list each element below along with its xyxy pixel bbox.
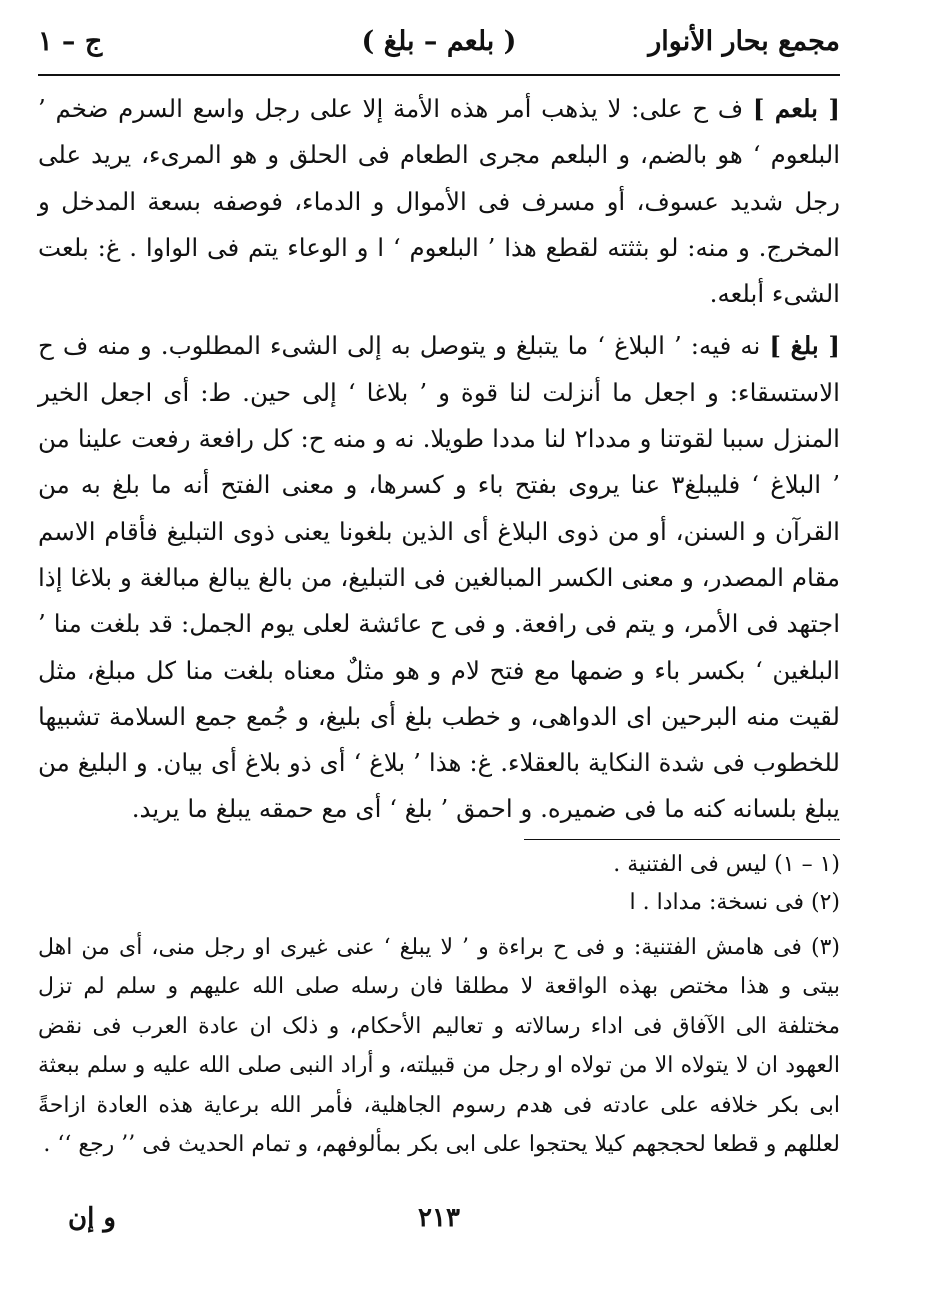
footnote-3: (٣) فی هامش الفتنیة: و فی ح براءة و ’ لا یبلغ ‘ عنی غیری او رجل منی، أی من اهل بیتی و هذا مختص بهذه الواقعة لا مطلقا فان رسله صلی الله علیهم و سلم لم تزل مختلفة الی الآفاق فی اداء رسالاته و تعالیم الأحکام، و ذلک ان عادة العرب فی نقض العهود ان لا یتولاه الا من تولاه او رجل من قبیلته، و أراد النبی صلی الله علیه و سلم ببعثة ابی بکر خلافه علی عادته فی هدم رسوم الجاهلیة، فأمر الله برعایة هذه العادة ازاحةً لعللهم و قطعا لحججهم کیلا یحتجوا علی ابی بکر بمألوفهم، و تمام الحدیث فی ’’ رجع ‘‘ . [38, 934, 840, 1158]
footnotes [38, 846, 840, 1165]
section-range: ( بلعم – بلغ ) [361, 26, 517, 57]
entry-balam [38, 86, 840, 317]
main-text [38, 86, 840, 833]
header-rule [38, 74, 840, 76]
footnote-2: (٢) فی نسخة: مدادا . ا [629, 889, 840, 915]
volume-label: ج – ١ [38, 26, 103, 57]
entry-text: ف ح علی: لا یذهب أمر هذه الأمة إلا علی رجل واسع السرم ضخم ’ البلعوم ‘ هو بالضم، و البلعم مجری الطعام فی الحلق و هو المریء، یرید علی رجل شدید عسوف، أو مسرف فی الأموال و الدماء، فوصفه بسعة المدخل و المخرج. و منه: لو بثثته لقطع هذا ’ البلعوم ‘ ا و الوعاء یتم فی الواوا . غ: بلعت الشیء أبلعه. [38, 94, 840, 309]
footnote-1: (١ – ١) لیس فی الفتنیة . [613, 851, 840, 877]
headword: [ بلعم ] [752, 94, 840, 123]
footnote-rule [524, 839, 840, 840]
book-title: مجمع بحار الأنوار [648, 26, 840, 57]
headword: [ بلغ ] [769, 331, 840, 361]
running-header [38, 20, 840, 70]
page-number: ٢١٣ [418, 1203, 460, 1233]
entry-balagha [38, 323, 840, 832]
catchword: و إن [68, 1203, 116, 1233]
entry-text: نه فیه: ’ البلاغ ‘ ما یتبلغ و یتوصل به إلی الشیء المطلوب. و منه ف ح الاستسقاء: و اجعل ما أنزلت لنا قوة و ’ بلاغا ‘ إلی حین. ط: أی اجعل الخیر المنزل سببا لقوتنا و مددا٢ لنا مددا طویلا. نه و منه ح: کل رافعة رفعت علینا من ’ البلاغ ‘ فلیبلغ٣ عنا یروی بفتح باء و کسرها، و معنی الفتح أنه ما بلغ به من القرآن و السنن، أو من ذوی البلاغ أی الذین بلغونا یعنی ذوی التبلیغ فأقام الاسم مقام المصدر، و معنی الکسر المبالغین فی التبلیغ، من بالغ یبالغ مبالغة و بلاغا إذا اجتهد فی الأمر، و یتم فی رافعة. و فی ح عائشة لعلی یوم الجمل: قد بلغت منا ’ البلغین ‘ بکسر باء و ضمها مع فتح لام و هو مثلٌ معناه بلغت منا کل مبلغ، مثل لقیت منه البرحین ای الدواهی، و خطب بلغ أی بلیغ، و جُمع جمع السلامة تشبیها للخطوب فی شدة النکایة بالعقلاء. غ: هذا ’ بلاغ ‘ أی ذو بلاغ أی بیان. و البلیغ من یبلغ بلسانه کنه ما فی ضمیره. و احمق ’ بلغ ‘ أی مع حمقه یبلغ ما یرید. [38, 331, 840, 824]
book-page [38, 20, 840, 1280]
page-footer [38, 1203, 840, 1243]
